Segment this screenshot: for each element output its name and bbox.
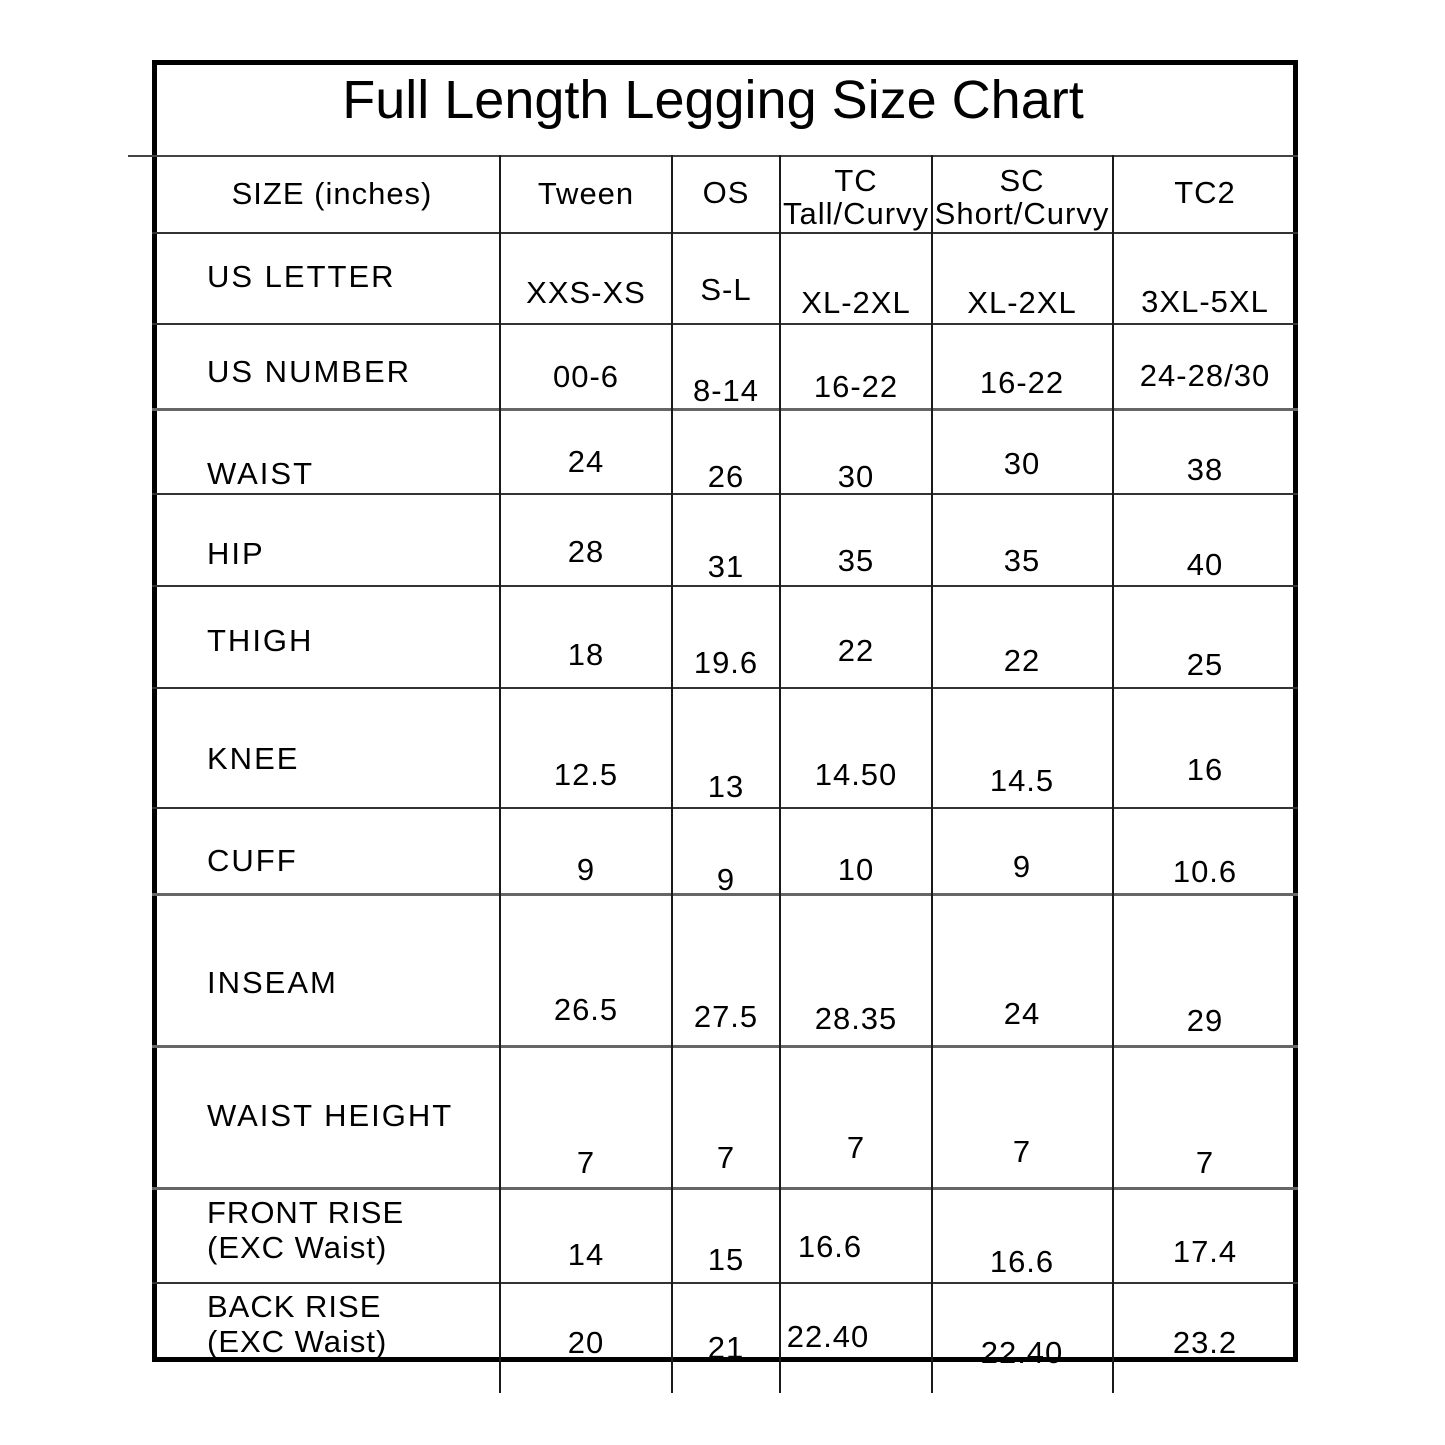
row-label-cuff: CUFF (207, 843, 298, 878)
cell-waist-tc2: 38 (1186, 452, 1224, 487)
row-divider (152, 1187, 1298, 1190)
cell-thigh-tc2: 25 (1186, 647, 1224, 682)
cell-us-number-sc: 16-22 (979, 365, 1065, 400)
row-label-inseam: INSEAM (207, 965, 338, 1000)
column-header-os: OS (702, 175, 750, 210)
row-label-hip: HIP (207, 536, 265, 571)
cell-front-rise-tc2: 17.4 (1172, 1234, 1238, 1269)
cell-waist-height-os: 7 (716, 1140, 736, 1175)
cell-waist-os: 26 (707, 459, 745, 494)
cell-inseam-sc: 24 (1003, 996, 1041, 1031)
cell-front-rise-os: 15 (707, 1242, 745, 1277)
row-label-us-number: US NUMBER (207, 354, 412, 389)
row-label-back-rise (207, 1289, 387, 1359)
row-label-knee: KNEE (207, 741, 300, 776)
cell-us-letter-tc: XL-2XL (801, 285, 911, 320)
cell-knee-sc: 14.5 (989, 763, 1055, 798)
cell-cuff-sc: 9 (1012, 849, 1032, 884)
row-label-back-rise-line1: BACK RISE (207, 1289, 382, 1324)
cell-us-letter-os: S-L (700, 272, 752, 307)
row-divider (152, 687, 1298, 689)
row-label-waist: WAIST (207, 456, 315, 491)
cell-waist-sc: 30 (1003, 446, 1041, 481)
row-divider (152, 323, 1298, 325)
cell-knee-tween: 12.5 (553, 757, 619, 792)
cell-inseam-tc2: 29 (1186, 1003, 1224, 1038)
column-divider (931, 155, 933, 1393)
row-label-waist-height: WAIST HEIGHT (207, 1098, 454, 1133)
cell-inseam-os: 27.5 (693, 999, 759, 1034)
cell-waist-height-tween: 7 (576, 1145, 596, 1180)
cell-thigh-sc: 22 (1003, 643, 1041, 678)
cell-waist-tc: 30 (837, 459, 875, 494)
cell-thigh-os: 19.6 (693, 645, 759, 680)
cell-us-number-tc: 16-22 (813, 369, 899, 404)
row-label-front-rise-line1: FRONT RISE (207, 1195, 405, 1230)
cell-knee-os: 13 (707, 769, 745, 804)
cell-hip-sc: 35 (1003, 543, 1041, 578)
cell-knee-tc: 14.50 (814, 757, 898, 792)
chart-title: Full Length Legging Size Chart (342, 70, 1084, 130)
column-header-tween: Tween (537, 176, 635, 211)
cell-front-rise-tween: 14 (567, 1237, 605, 1272)
row-label-back-rise-line2: (EXC Waist) (207, 1324, 388, 1359)
cell-thigh-tc: 22 (837, 633, 875, 668)
cell-us-letter-tc2: 3XL-5XL (1141, 284, 1269, 319)
cell-waist-height-sc: 7 (1012, 1134, 1032, 1169)
column-header-size: SIZE (inches) (231, 176, 433, 211)
cell-waist-height-tc2: 7 (1195, 1145, 1215, 1180)
column-header-sc (935, 164, 1110, 230)
row-label-us-letter: US LETTER (207, 259, 396, 294)
cell-thigh-tween: 18 (567, 637, 605, 672)
column-divider (1112, 155, 1114, 1393)
cell-cuff-tween: 9 (576, 852, 596, 887)
cell-us-letter-sc: XL-2XL (967, 285, 1077, 320)
cell-knee-tc2: 16 (1186, 752, 1224, 787)
column-divider (499, 155, 501, 1393)
column-header-tc-abbr: TC (834, 163, 878, 198)
cell-us-letter-tween: XXS-XS (526, 275, 646, 310)
cell-front-rise-sc: 16.6 (989, 1244, 1055, 1279)
cell-us-number-os: 8-14 (692, 373, 760, 408)
cell-hip-tween: 28 (567, 534, 605, 569)
cell-inseam-tc: 28.35 (814, 1001, 898, 1036)
column-divider (671, 155, 673, 1393)
cell-inseam-tween: 26.5 (553, 992, 619, 1027)
cell-hip-os: 31 (707, 549, 745, 584)
column-divider (779, 155, 781, 1393)
cell-back-rise-sc: 22.40 (980, 1335, 1064, 1370)
row-divider (152, 585, 1298, 587)
column-header-tc-sub: Tall/Curvy (782, 196, 930, 231)
column-header-sc-abbr: SC (999, 163, 1045, 198)
cell-waist-height-tc: 7 (846, 1130, 866, 1165)
row-divider (152, 807, 1298, 809)
row-divider (152, 1282, 1298, 1284)
column-header-tc2: TC2 (1174, 175, 1236, 210)
column-header-sc-sub: Short/Curvy (934, 196, 1110, 231)
row-label-front-rise-line2: (EXC Waist) (207, 1230, 388, 1265)
cell-back-rise-tc2: 23.2 (1172, 1325, 1238, 1360)
cell-front-rise-tc: 16.6 (797, 1229, 863, 1264)
cell-hip-tc: 35 (837, 543, 875, 578)
cell-us-number-tween: 00-6 (552, 359, 620, 394)
cell-back-rise-os: 21 (707, 1330, 745, 1365)
row-divider (152, 1045, 1298, 1048)
cell-us-number-tc2: 24-28/30 (1139, 358, 1271, 393)
cell-cuff-tc: 10 (837, 852, 875, 887)
row-label-thigh: THIGH (207, 623, 314, 658)
cell-back-rise-tween: 20 (567, 1325, 605, 1360)
title-divider (128, 155, 1298, 157)
cell-cuff-os: 9 (716, 862, 736, 897)
cell-hip-tc2: 40 (1186, 547, 1224, 582)
cell-back-rise-tc: 22.40 (786, 1319, 870, 1354)
row-divider (152, 232, 1298, 234)
cell-waist-tween: 24 (567, 444, 605, 479)
cell-cuff-tc2: 10.6 (1172, 854, 1238, 889)
column-header-tc (783, 164, 929, 230)
row-label-front-rise (207, 1195, 404, 1265)
